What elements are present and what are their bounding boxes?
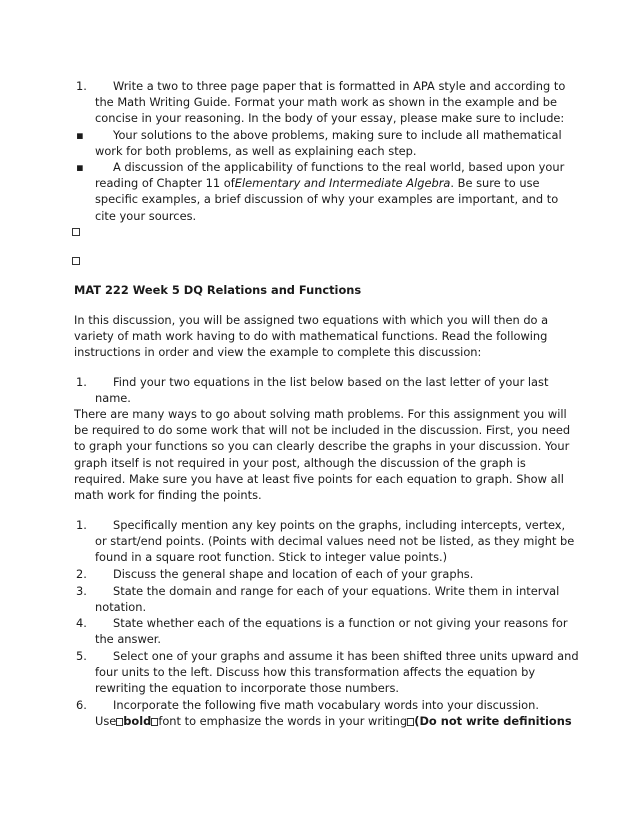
list-item-vocabulary [76,697,576,729]
text-line: There are many ways to go about solving math problems. For this assignment you will [74,407,567,421]
text-line: graph itself is not required in your post, although the discussion of the graph is [74,455,526,470]
text-line: Your solutions to the above problems, making sure to include all mathematical [113,128,562,142]
text-line: Discuss the general shape and location of each of your graphs. [113,567,474,581]
text-segment: font to emphasize the words in your writing [158,714,408,729]
text-segment: . Be sure to use [450,176,540,191]
bullet-icon: ▪ [76,160,84,174]
book-title: Elementary and Intermediate Algebra [234,176,451,191]
text-line: math work for finding the points. [74,488,262,503]
list-marker: 5. [76,649,87,663]
text-line [76,713,576,729]
bullet-icon: ▪ [76,128,84,142]
list-item-domain-range [76,583,576,615]
list-item-1 [76,78,576,127]
text-line: name. [95,391,131,406]
text-line: State whether each of the equations is a function or not giving your reasons for [113,616,568,630]
text-line: specific examples, a brief discussion of why your examples are important, and to [95,192,559,207]
section-heading: MAT 222 Week 5 DQ Relations and Functions [74,283,362,297]
text-line: Specifically mention any key points on the graphs, including intercepts, vertex, [113,518,566,532]
list-marker: 1. [76,518,87,532]
list-item-shape [76,566,576,582]
intro-paragraph [74,312,574,361]
text-line: be required to do some work that will not be included in the discussion. First, you need [74,423,571,438]
text-line: concise in your reasoning. In the body of your essay, please make sure to include: [95,111,565,126]
text-line: In this discussion, you will be assigned two equations with which you will then do a [74,313,549,327]
text-line: Write a two to three page paper that is formatted in APA style and according to [113,79,566,93]
text-segment: Use [95,714,117,729]
text-line: Incorporate the following five math vocabulary words into your discussion. [113,698,539,712]
text-line: required. Make sure you have at least five points for each equation to graph. Show all [74,471,564,486]
text-line: Select one of your graphs and assume it has been shifted three units upward and [113,649,579,663]
text-line [76,175,576,191]
bold-word: bold [123,714,152,729]
text-line: instructions in order and view the example to complete this discussion: [74,345,482,360]
list-marker: 2. [76,567,87,581]
list-item-find-equations [76,374,576,406]
list-marker: 6. [76,698,87,712]
list-item-transformation [76,648,579,697]
text-line: notation. [95,600,147,615]
text-line: cite your sources. [95,208,197,223]
list-marker: 1. [76,375,87,389]
text-line: A discussion of the applicability of functions to the real world, based upon your [113,160,565,174]
list-item-function [76,615,576,647]
list-marker: 1. [76,79,87,93]
text-line: Find your two equations in the list below based on the last letter of your last [113,375,549,389]
text-line: the Math Writing Guide. Format your math work as shown in the example and be [95,95,558,110]
empty-checkbox-icon [72,228,80,236]
text-line: rewriting the equation to incorporate those numbers. [95,681,400,696]
bullet-item-solutions [76,127,576,159]
bold-text: (Do not write definitions [414,714,572,729]
text-line: the answer. [95,632,162,647]
text-line: four units to the left. Discuss how this transformation affects the equation by [95,665,536,680]
text-line: found in a square root function. Stick to integer value points.) [95,550,448,565]
text-line: to graph your functions so you can clearly describe the graphs in your discussion. Your [74,439,570,454]
text-line: State the domain and range for each of your equations. Write them in interval [113,584,560,598]
list-marker: 4. [76,616,87,630]
text-segment: reading of Chapter 11 of [95,176,235,191]
body-paragraph [74,406,574,503]
bullet-item-discussion [76,159,576,224]
list-marker: 3. [76,584,87,598]
text-line: variety of math work having to do with mathematical functions. Read the following [74,329,548,344]
list-item-key-points [76,517,576,566]
text-line: work for both problems, as well as explaining each step. [95,144,417,159]
empty-checkbox-icon [72,257,80,265]
text-line: or start/end points. (Points with decimal values need not be listed, as they might be [95,534,575,549]
